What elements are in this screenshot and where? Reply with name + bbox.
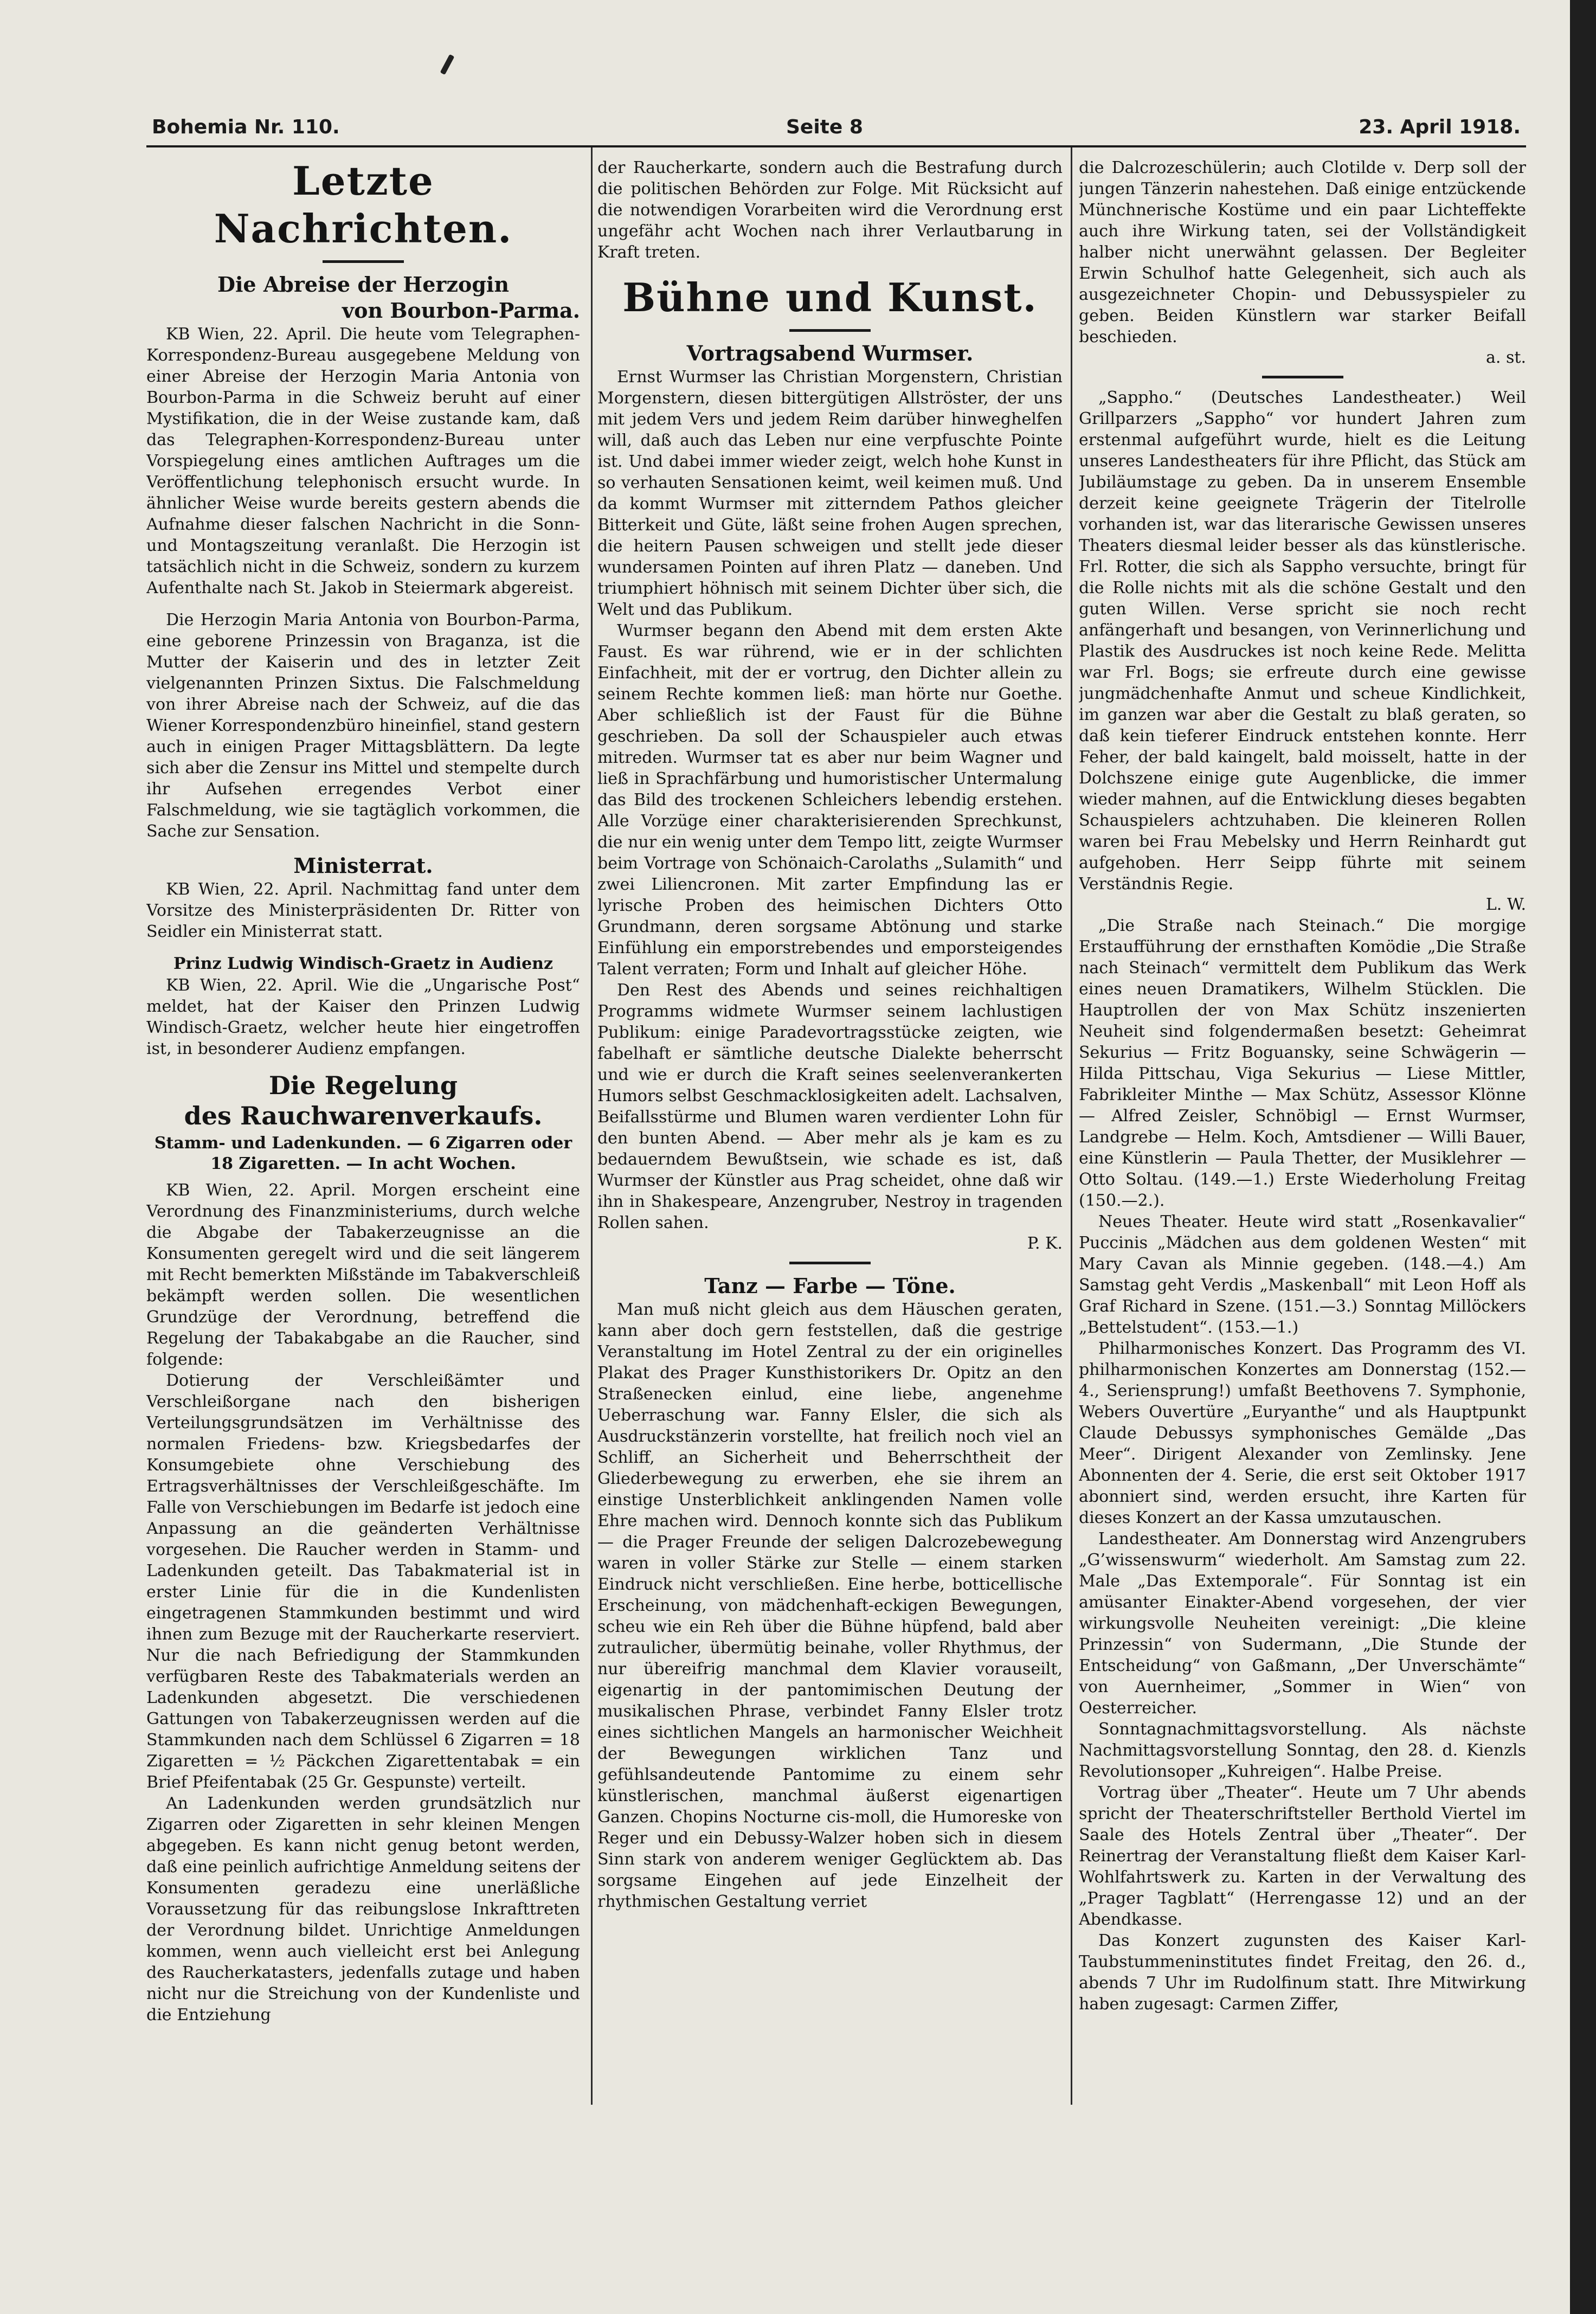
article-title-regelung-2: des Rauchwarenverkaufs.: [184, 1101, 543, 1130]
article-paragraph: KB Wien, 22. April. Morgen erscheint eine Verordnung des Finanzministeriums, durch welche die Abgabe der Tabakerzeugnisse an die Konsumenten geregelt wird und die seit längerem mit Recht bemerkten Mißstände im Tabakverschleiß bekämpft werden sollen. Die wesentlichen Grundzüge der Verordnung, betreffend die Regelung der Tabakabgabe an die Raucher, sind folgende:: [146, 1181, 580, 1369]
author-signature: P. K.: [1027, 1234, 1063, 1253]
header-rule: [146, 145, 1526, 147]
article-title-regelung: Die Regelung: [268, 1071, 458, 1100]
title-rule: [323, 260, 404, 263]
article-paragraph: Landestheater. Am Donnerstag wird Anzengrubers „G’wissenswurm“ wiederholt. Am Samstag zum 22. Male „Das Extemporale“. Für Sonntag ist ein amüsanter Einakter-Abend vorgesehen, der vier wirkungsvolle Neuheiten vereinigt: „Die kleine Prinzessin“ von Sudermann, „Die Stunde der Entscheidung“ von Gaßmann, „Der Unverschämte“ von Auernheimer, „Sommer in Wien“ von Oesterreicher.: [1079, 1529, 1526, 1718]
article-paragraph: Philharmonisches Konzert. Das Programm des VI. philharmonischen Konzertes am Donnerstag (152.—4., Seriensprung!) umfaßt Beethovens 7. Symphonie, Webers Ouvertüre „Euryanthe“ und als Hauptpunkt Claude Debussys symphonisches Gemälde „Das Meer“. Dirigent Alexander von Zemlinsky. Jene Abonnenten der 4. Serie, die erst seit Oktober 1917 abonniert sind, werden ersucht, ihre Karten für dieses Konzert an der Kassa umzutauschen.: [1079, 1339, 1526, 1527]
page-header: [146, 114, 1526, 144]
article-paragraph: Ernst Wurmser las Christian Morgenstern, Christian Morgenstern, diesen bittergütigen Allströster, der uns mit jedem Vers und jedem Reim darüber hinweghelfen will, daß auch das Leben nur eine verpfuschte Pointe ist. Und dabei immer wieder zeigt, welch hohe Kunst in so verhauten Sensationen keimt, weil keimen muß. Und da kommt Wurmser mit zitterndem Pathos gleicher Bitterkeit und Güte, läßt seine frohen Augen sprechen, die heitern Pausen schweigen und stellt jede dieser wundersamen Pointen auf ihren Platz — daneben. Und triumphiert höhnisch mit seinem Dichter über sich, die Welt und das Publikum.: [597, 368, 1063, 619]
scan-border: [1570, 0, 1596, 2314]
column-3: [1079, 157, 1526, 2098]
column-1: [146, 157, 580, 2098]
article-subtitle: Stamm- und Ladenkunden. — 6 Zigarren oder 18 Zigaretten. — In acht Wochen.: [154, 1134, 572, 1173]
article-paragraph: Das Konzert zugunsten des Kaiser Karl-Taubstummeninstitutes findet Freitag, den 26. d., abends 7 Uhr im Rudolfinum statt. Ihre Mitwirkung haben zugesagt: Carmen Ziffer,: [1079, 1931, 1526, 2014]
article-paragraph: KB Wien, 22. April. Nachmittag fand unter dem Vorsitze des Ministerpräsidenten Dr. Ritter von Seidler ein Ministerrat statt.: [146, 880, 580, 941]
article-paragraph: Dotierung der Verschleißämter und Verschleißorgane nach den bisherigen Verteilungsgrundsätzen im Verhältnisse des normalen Friedens- bzw. Kriegsbedarfes der Konsumgebiete ohne Verschiebung des Ertragsverhältnisses der Verschleißgeschäfte. Im Falle von Verschiebungen im Bedarfe ist jedoch eine Anpassung an die geänderten Verhältnisse vorgesehen. Die Raucher werden in Stamm- und Ladenkunden geteilt. Das Tabakmaterial ist in erster Linie für die in die Kundenlisten eingetragenen Stammkunden bestimmt und wird ihnen zum Bezuge mit der Raucherkarte reserviert. Nur die nach Befriedigung der Stammkunden verfügbaren Reste des Tabakmaterials werden an Ladenkunden abgesetzt. Die verschiedenen Gattungen von Tabakerzeugnissen werden auf die Stammkunden nach dem Schlüssel 6 Zigarren = 18 Zigaretten = ½ Päckchen Zigarettentabak = ein Brief Pfeifentabak (25 Gr. Gespunste) verteilt.: [146, 1371, 580, 1792]
article-paragraph: Sonntagnachmittagsvorstellung. Als nächste Nachmittagsvorstellung Sonntag, den 28. d. Kienzls Revolutionsoper „Kuhreigen“. Halbe Preise.: [1079, 1720, 1526, 1781]
article-paragraph: der Raucherkarte, sondern auch die Bestrafung durch die politischen Behörden zur Folge. Mit Rücksicht auf die notwendigen Vorarbeiten wird die Verordnung erst ungefähr acht Wochen nach ihrer Verlautbarung in Kraft treten.: [597, 158, 1063, 262]
article-paragraph: An Ladenkunden werden grundsätzlich nur Zigarren oder Zigaretten in sehr kleinen Mengen abgegeben. Es kann nicht genug betont werden, daß eine peinlich aufrichtige Anmeldung seitens der Konsumenten geradezu eine unerläßliche Voraussetzung für das reibungslose Inkrafttreten der Verordnung bildet. Unrichtige Anmeldungen kommen, wenn auch vielleicht erst bei Anlegung des Raucherkatasters, jedenfalls zutage und haben nicht nur die Streichung von der Kundenliste und die Entziehung: [146, 1794, 580, 2024]
article-paragraph: „Die Straße nach Steinach.“ Die morgige Erstaufführung der ernsthaften Komödie „Die Straße nach Steinach“ vermittelt dem Publikum das Werk eines neuen Dramatikers, Wilhelm Stücklen. Die Hauptrollen der von Max Schütz inszenierten Neuheit sind folgendermaßen besetzt: Geheimrat Sekurius — Fritz Boguansky, seine Schwägerin — Hilda Pittschau, Viga Sekurius — Liese Mittler, Fabrikleiter Minthe — Max Schütz, Assessor Klönne — Alfred Zeisler, Schnöbigl — Ernst Wurmser, Landgrebe — Helm. Koch, Amtsdiener — Willi Bauer, eine Künstlerin — Paula Thetter, der Musiklehrer — Otto Soltau. (149.—1.) Erste Wiederholung Freitag (150.—2.).: [1079, 916, 1526, 1210]
author-signature: L. W.: [1485, 895, 1526, 914]
header-date: 23. April 1918.: [1359, 116, 1521, 138]
section-rule: [1262, 376, 1343, 378]
article-title-audienz: Prinz Ludwig Windisch-Graetz in Audienz: [173, 954, 554, 973]
author-signature: a. st.: [1486, 348, 1526, 367]
article-paragraph: Vortrag über „Theater“. Heute um 7 Uhr abends spricht der Theaterschriftsteller Berthold Viertel im Saale des Hotels Zentral über „Theater“. Der Reinertrag der Veranstaltung fließt dem Kaiser Karl-Wohlfahrtswerk zu. Karten in der Verwaltung des „Prager Tagblatt“ (Herrengasse 12) und an der Abendkasse.: [1079, 1783, 1526, 1929]
article-paragraph: Den Rest des Abends und seines reichhaltigen Programms widmete Wurmser seinem lachlustigen Publikum: einige Paradevortragsstücke zeigten, wie fabelhaft er sämtliche deutsche Dialekte beherrscht und wie er durch die Kraft seines seelenverankerten Humors selbst Geschmacklosigkeiten adelt. Lachsalven, Beifallsstürme und Blumen waren verdienter Lohn für den bunten Abend. — Aber mehr als je kam es zu bedauerndem Bewußtsein, wie schade es ist, daß Wurmser der Künstler aus Prag scheidet, ohne daß wir ihn in Shakespeare, Anzengruber, Nestroy in tragenden Rollen sahen.: [597, 981, 1063, 1232]
article-paragraph: die Dalcrozeschülerin; auch Clotilde v. Derp soll der jungen Tänzerin nahestehen. Daß einige entzückende Münchnerische Kostüme und ein paar Lichteffekte auch ihre Wirkung taten, sei der Vollständigkeit halber nicht unerwähnt gelassen. Der Begleiter Erwin Schulhof hatte Gelegenheit, sich auch als ausgezeichneter Chopin- und Debussyspieler zu geben. Beiden Künstlern war starker Beifall beschieden.: [1079, 158, 1526, 346]
article-title-wurmser: Vortragsabend Wurmser.: [686, 341, 974, 365]
article-paragraph: „Sappho.“ (Deutsches Landestheater.) Weil Grillparzers „Sappho“ vor hundert Jahren zum erstenmal aufgeführt wurde, hielt es die Leitung unseres Landestheaters für ihre Pflicht, das Stück am Jubiläumstage zu geben. Da in unserem Ensemble derzeit keine geeignete Trägerin der Titelrolle vorhanden ist, war das literarische Gewissen unseres Theaters diesmal leider besser als das künstlerische. Frl. Rotter, die sich als Sappho versuchte, bringt für die Rolle nichts mit als die schöne Gestalt und den guten Willen. Verse spricht sie noch recht anfängerhaft und besangen, von Verinnerlichung und Plastik des Ausdruckes ist noch keine Rede. Melitta war Frl. Bogs; sie erfreute durch eine gewisse jungmädchenhafte Anmut und scheue Kindlichkeit, im ganzen war aber die Gestalt zu blaß geraten, so daß kein tieferer Eindruck entstehen konnte. Herr Feher, der bald kaingelt, bald moisselt, hatte in der Dolchszene einige gute Augenblicke, die immer wieder mahnen, auf die Entwicklung dieses begabten Schauspielers achtzuhaben. Die kleineren Rollen waren bei Frau Mebelsky und Herrn Reinhardt gut aufgehoben. Herr Seipp führte mit seinem Verständnis Regie.: [1079, 388, 1526, 894]
article-title-tanz: Tanz — Farbe — Töne.: [704, 1274, 956, 1298]
article-title-abreise: Die Abreise der Herzogin: [217, 272, 509, 297]
section-title-arts: Bühne und Kunst.: [622, 274, 1038, 320]
section-title-news: Letzte Nachrichten.: [214, 158, 513, 252]
article-title-ministerrat: Ministerrat.: [293, 853, 433, 878]
column-2: [597, 157, 1063, 2098]
section-rule: [789, 1262, 871, 1264]
header-issue: Bohemia Nr. 110.: [152, 116, 340, 138]
article-paragraph: Die Herzogin Maria Antonia von Bourbon-Parma, eine geborene Prinzessin von Braganza, ist die Mutter der Kaiserin und des in letzter Zeit vielgenannten Prinzen Sixtus. Die Falschmeldung von ihrer Abreise nach der Schweiz, auf die das Wiener Korrespondenzbüro hineinfiel, stand gestern auch in einigen Prager Mittagsblättern. Da legte sich aber die Zensur ins Mittel und stempelte durch ihr Aufsehen erregendes Verbot einer Falschmeldung, wie sie tagtäglich vorkommen, die Sache zur Sensation.: [146, 610, 580, 841]
column-divider-1: [591, 147, 593, 2105]
article-title-abreise-2: von Bourbon-Parma.: [342, 298, 580, 323]
article-paragraph: Neues Theater. Heute wird statt „Rosenkavalier“ Puccinis „Mädchen aus dem goldenen Westen“ mit Mary Cavan als Minnie gegeben. (148.—4.) Am Samstag geht Verdis „Maskenball“ mit Leon Hoff als Graf Richard in Szene. (151.—3.) Sonntag Millöckers „Bettelstudent“. (153.—1.): [1079, 1212, 1526, 1337]
header-page-number: Seite 8: [786, 116, 863, 138]
article-paragraph: Man muß nicht gleich aus dem Häuschen geraten, kann aber doch gern feststellen, daß die gestrige Veranstaltung im Hotel Zentral zu der ein originelles Plakat des Prager Kunsthistorikers Dr. Opitz an den Straßenecken einlud, eine liebe, angenehme Ueberraschung war. Fanny Elsler, die sich als Ausdruckstänzerin vorstellte, hat freilich noch viel an Schliff, an Sicherheit und Beherrschtheit der Gliederbewegung zu erwerben, ehe sie ihrem an einstige Unsterblichkeit anklingenden Namen volle Ehre machen wird. Dennoch konnte sich das Publikum — die Prager Freunde der seligen Dalcrozebewegung waren in voller Stärke zur Stelle — einem starken Eindruck nicht verschließen. Eine herbe, botticellische Erscheinung, von mädchenhaft-eckigen Bewegungen, scheu wie ein Reh über die Bühne hüpfend, bald aber zutraulicher, übermütig beinahe, voller Rhythmus, der nur übereifrig manchmal dem Klavier vorauseilt, eigenartig in der pantomimischen Deutung der musikalischen Phrase, verbindet Fanny Elsler trotz eines sichtlichen Mangels an harmonischer Weichheit der Bewegungen wirklichen Tanz und gefühlsandeutende Pantomime zu einem sehr künstlerischen, manchmal äußerst eigenartigen Ganzen. Chopins Nocturne cis-moll, die Humoreske von Reger und ein Debussy-Walzer hoben sich in diesem Sinn stark von anderem weniger Geglücktem ab. Das sorgsame Eingehen auf jede Einzelheit der rhythmischen Gestaltung verriet: [597, 1300, 1063, 1911]
column-divider-2: [1071, 147, 1072, 2105]
ink-mark: [440, 54, 455, 75]
title-rule: [789, 329, 871, 332]
article-paragraph: KB Wien, 22. April. Die heute vom Telegraphen-Korrespondenz-Bureau ausgegebene Meldung von einer Abreise der Herzogin Maria Antonia von Bourbon-Parma in die Schweiz beruht auf einer Mystifikation, die in der Weise zustande kam, daß das Telegraphen-Korrespondenz-Bureau unter Vorspiegelung eines amtlichen Auftrages um die Veröffentlichung telephonisch ersucht wurde. In ähnlicher Weise wurde bereits gestern abends die Aufnahme dieser falschen Nachricht in die Sonn- und Montagszeitung veranlaßt. Die Herzogin ist tatsächlich nicht in die Schweiz, sondern zu kurzem Aufenthalte nach St. Jakob in Steiermark abgereist.: [146, 325, 580, 597]
article-paragraph: KB Wien, 22. April. Wie die „Ungarische Post“ meldet, hat der Kaiser den Prinzen Ludwig Windisch-Graetz, welcher heute hier eingetroffen ist, in besonderer Audienz empfangen.: [146, 976, 580, 1058]
article-paragraph: Wurmser begann den Abend mit dem ersten Akte Faust. Es war rührend, wie er in der schlichten Einfachheit, mit der er vortrug, den Dichter allein zu seinem Rechte kommen ließ: man hörte nur Goethe. Aber schließlich ist der Faust für die Bühne geschrieben. Da soll der Schauspieler auch etwas mitreden. Wurmser tat es aber nur beim Wagner und ließ in Sprachfärbung und humoristischer Untermalung das Bild des trockenen Schleichers lebendig erstehen. Alle Vorzüge einer charakterisierenden Sprechkunst, die nur ein wenig unter dem Tempo litt, zeigte Wurmser beim Vortrage von Schönaich-Carolaths „Sulamith“ und zwei Liliencronen. Mit zarter Empfindung las er lyrische Proben des heimischen Dichters Otto Grundmann, deren sorgsame Abtönung und starke Einfühlung ein emporstrebendes und emporsteigendes Talent verraten; Form und Inhalt auf gleicher Höhe.: [597, 621, 1063, 979]
